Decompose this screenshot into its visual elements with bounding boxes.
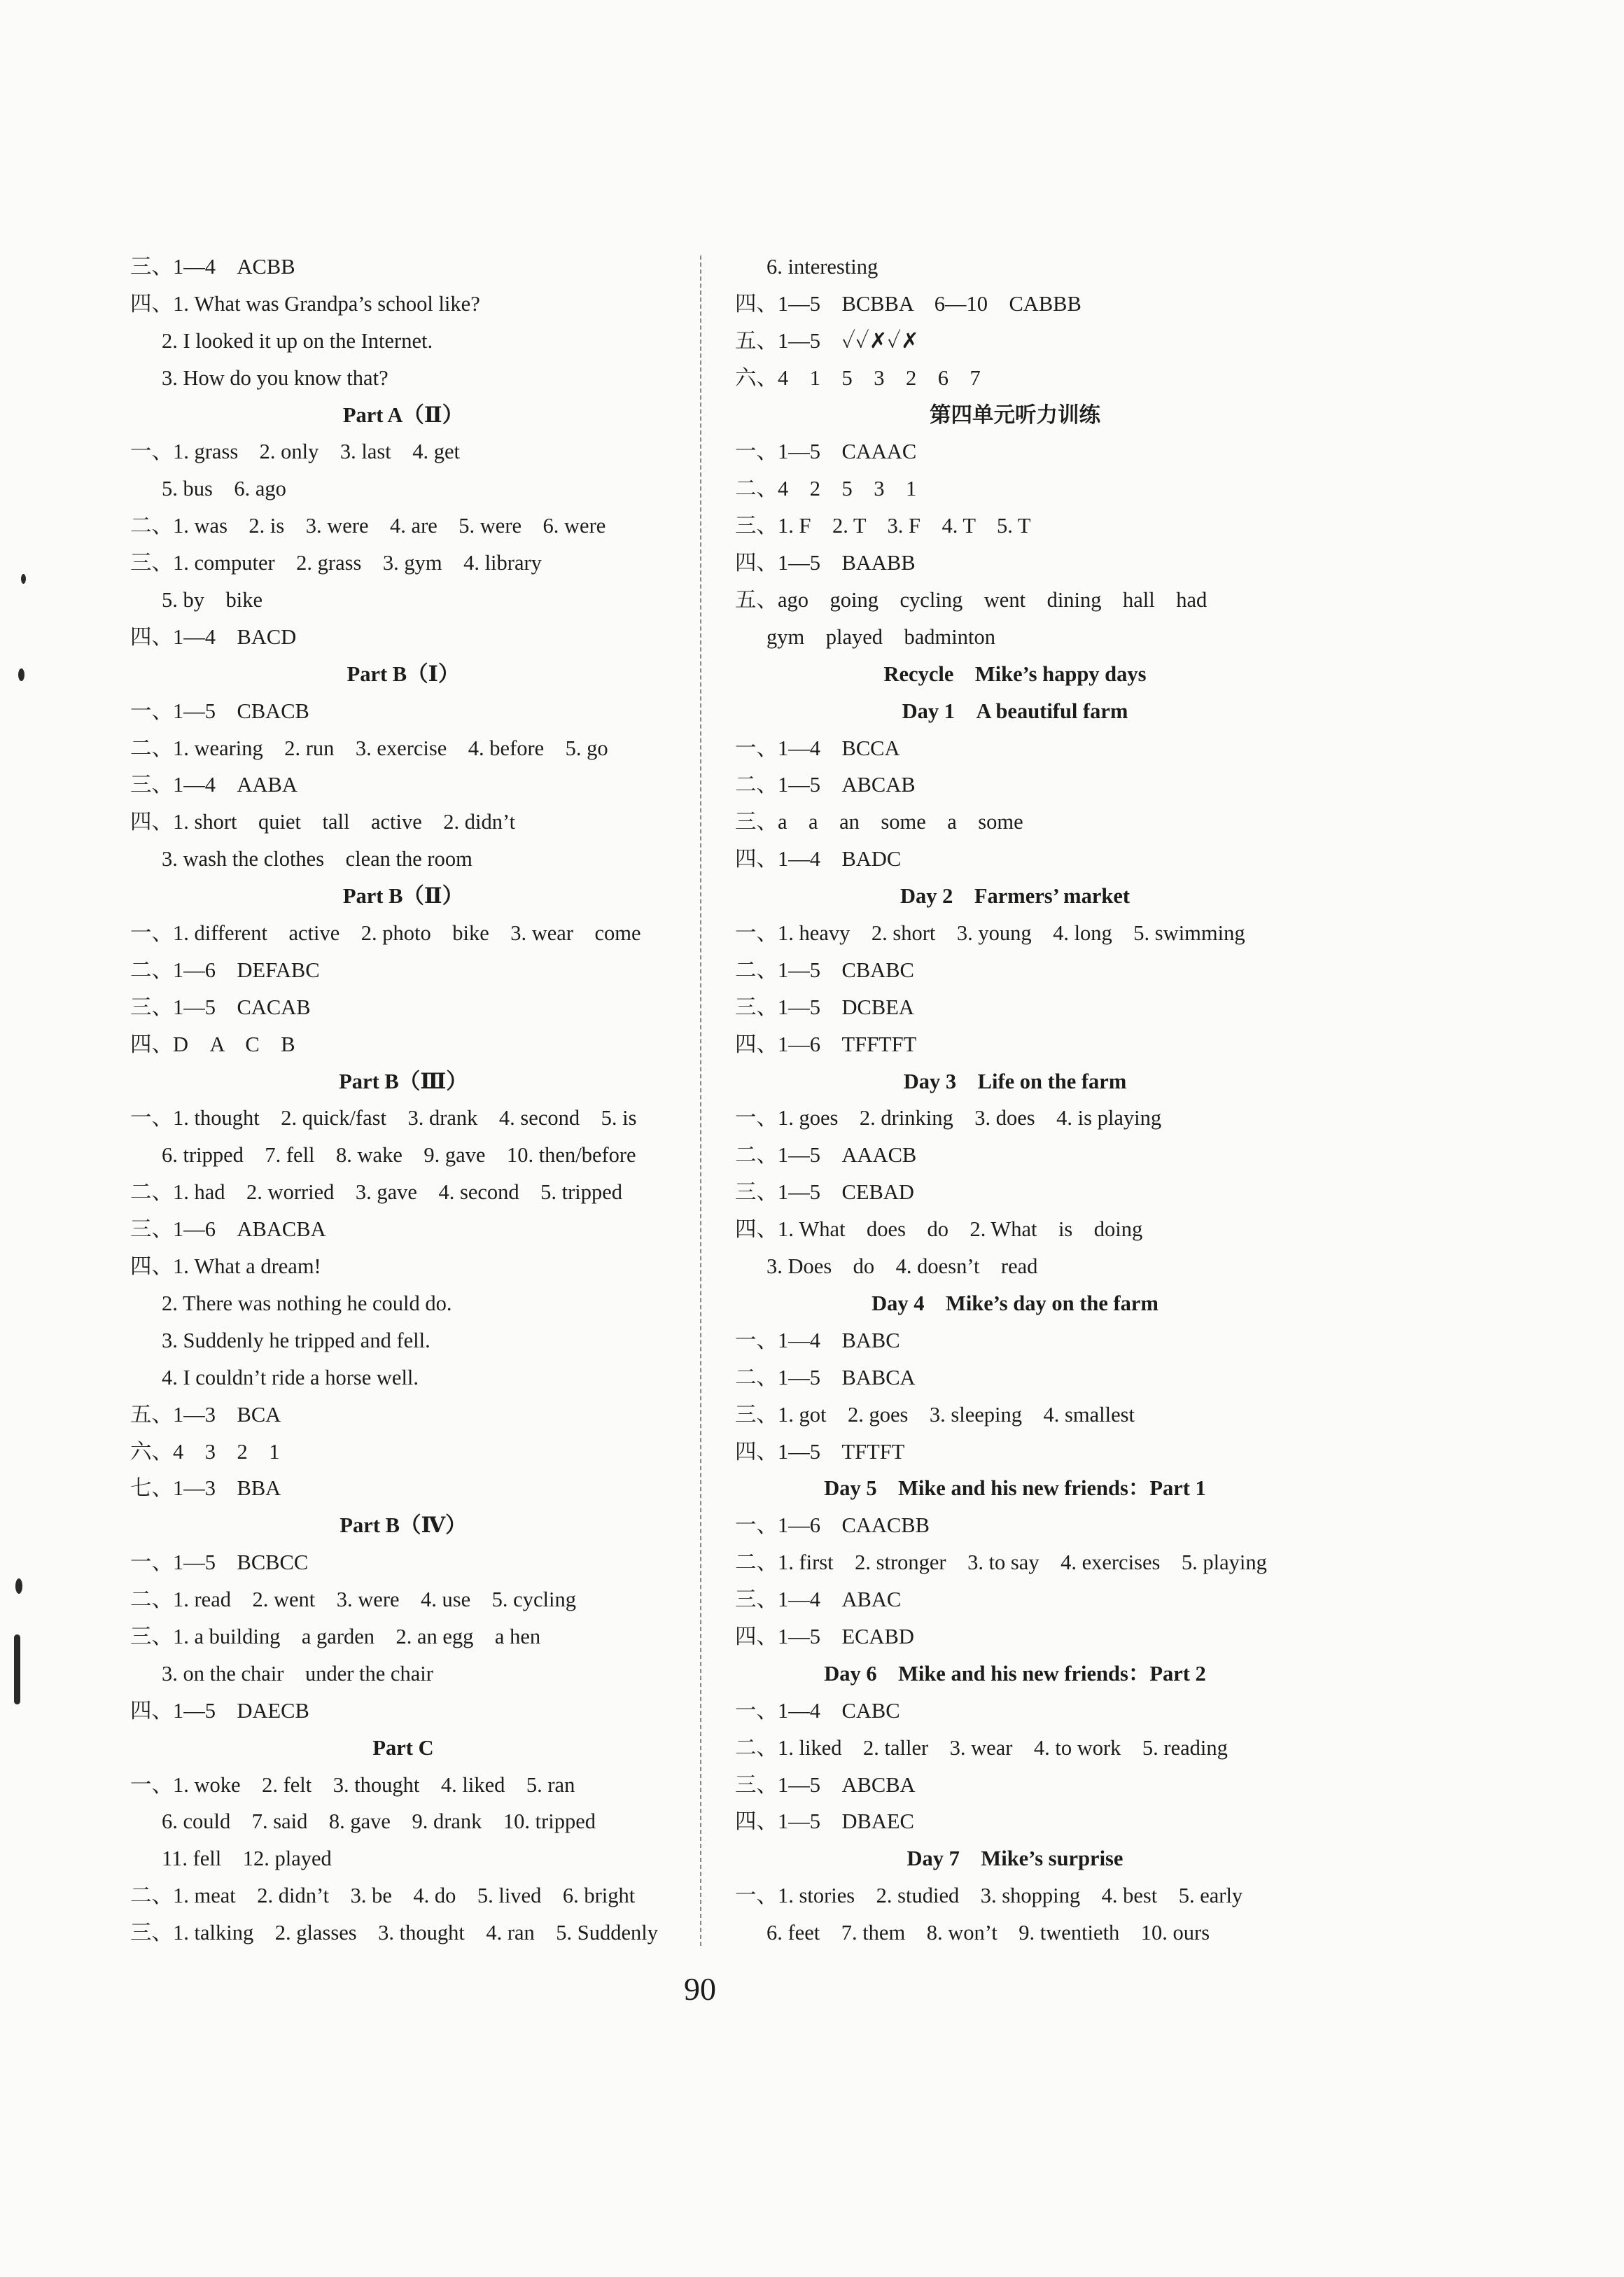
answer-line: 一、1—4 BABC	[735, 1328, 900, 1352]
answer-line: 一、1. woke 2. felt 3. thought 4. liked 5. ran	[130, 1772, 575, 1797]
answer-line: 三、1—6 ABACBA	[130, 1217, 326, 1242]
answer-line: 三、a a an some a some	[735, 810, 1023, 834]
answer-line: 二、1—5 AAACB	[735, 1143, 917, 1168]
answer-line: 四、1—4 BACD	[130, 624, 297, 649]
answer-line: 一、1. different active 2. photo bike 3. wear come	[130, 921, 641, 946]
answer-line: 三、1—4 AABA	[130, 773, 298, 797]
right-answer-column	[735, 248, 1295, 1952]
answer-line: 四、1—6 TFFTFT	[735, 1032, 917, 1056]
answer-line: 四、1. What was Grandpa’s school like?	[130, 291, 480, 316]
answer-line: 四、D A C B	[130, 1032, 295, 1056]
section-heading: Part B（Ⅳ）	[340, 1513, 467, 1538]
answer-line: 四、1—5 ECABD	[735, 1624, 914, 1648]
answer-line: 四、1—4 BADC	[735, 847, 902, 871]
section-heading: Day 6 Mike and his new friends：Part 2	[824, 1661, 1206, 1686]
section-heading: Recycle Mike’s happy days	[883, 661, 1147, 686]
scan-mark	[14, 1634, 20, 1704]
answer-line: 二、1. liked 2. taller 3. wear 4. to work 5. reading	[735, 1735, 1228, 1760]
answer-line: 三、1—5 CEBAD	[735, 1180, 914, 1205]
answer-line: 三、1—4 ACBB	[130, 255, 295, 279]
answer-line: 三、1—4 ABAC	[735, 1588, 902, 1612]
answer-line: 2. There was nothing he could do.	[162, 1291, 452, 1315]
answer-line: 二、1—6 DEFABC	[130, 958, 320, 982]
answer-line: 四、1—5 TFTFT	[735, 1439, 905, 1464]
answer-line: 一、1. goes 2. drinking 3. does 4. is playing	[735, 1106, 1162, 1130]
section-heading: Day 4 Mike’s day on the farm	[872, 1291, 1158, 1315]
answer-line: 四、1. What does do 2. What is doing	[735, 1217, 1143, 1242]
section-heading: 第四单元听力训练	[930, 402, 1100, 427]
answer-line: 二、1—5 BABCA	[735, 1365, 916, 1389]
answer-line: 四、1. short quiet tall active 2. didn’t	[130, 810, 516, 834]
answer-line: 一、1—5 CBACB	[130, 699, 309, 723]
answer-line: 3. How do you know that?	[162, 365, 388, 390]
answer-line: 四、1—5 DAECB	[130, 1698, 309, 1723]
answer-line: 三、1—5 ABCBA	[735, 1772, 916, 1797]
answer-line: 三、1. a building a garden 2. an egg a hen	[130, 1624, 541, 1648]
answer-line: 一、1—6 CAACBB	[735, 1513, 930, 1538]
scan-mark	[15, 1578, 22, 1594]
page-number: 90	[684, 1971, 716, 2007]
answer-line: 四、1—5 BCBBA 6—10 CABBB	[735, 291, 1082, 316]
answer-line: 4. I couldn’t ride a horse well.	[162, 1365, 419, 1389]
section-heading: Day 7 Mike’s surprise	[906, 1847, 1124, 1871]
answer-line: 一、1. thought 2. quick/fast 3. drank 4. second 5. is	[130, 1106, 637, 1130]
answer-line: 二、1—5 ABCAB	[735, 773, 916, 797]
answer-line: 3. on the chair under the chair	[162, 1661, 433, 1686]
answer-line: gym played badminton	[766, 624, 995, 649]
answer-line: 5. bus 6. ago	[162, 477, 286, 501]
answer-line: 四、1—5 DBAEC	[735, 1809, 914, 1834]
answer-line: 二、1—5 CBABC	[735, 958, 914, 982]
answer-line: 五、1—5 ✓✓✗✓✗	[735, 328, 919, 353]
answer-line: 二、4 2 5 3 1	[735, 477, 917, 501]
section-heading: Part A（Ⅱ）	[342, 402, 464, 427]
answer-line: 三、1. F 2. T 3. F 4. T 5. T	[735, 514, 1031, 538]
scan-mark	[18, 668, 24, 681]
answer-line: 2. I looked it up on the Internet.	[162, 328, 433, 353]
answer-line: 一、1. grass 2. only 3. last 4. get	[130, 440, 461, 464]
answer-line: 5. by bike	[162, 588, 263, 612]
section-heading: Day 1 A beautiful farm	[902, 699, 1128, 723]
answer-line: 六、4 3 2 1	[130, 1439, 280, 1464]
answer-line: 二、1. was 2. is 3. were 4. are 5. were 6. were	[130, 514, 606, 538]
answer-line: 3. Suddenly he tripped and fell.	[162, 1328, 430, 1352]
answer-line: 一、1—5 CAAAC	[735, 440, 917, 464]
answer-line: 6. feet 7. them 8. won’t 9. twentieth 10. ours	[766, 1921, 1210, 1945]
answer-line: 二、1. wearing 2. run 3. exercise 4. before 5. go	[130, 736, 608, 760]
answer-line: 11. fell 12. played	[162, 1847, 332, 1871]
answer-line: 一、1—4 BCCA	[735, 736, 900, 760]
section-heading: Day 2 Farmers’ market	[899, 884, 1130, 909]
answer-line: 3. Does do 4. doesn’t read	[766, 1254, 1038, 1279]
answer-line: 一、1—5 BCBCC	[130, 1550, 309, 1575]
section-heading: Part B（Ⅱ）	[342, 884, 464, 909]
answer-line: 七、1—3 BBA	[130, 1476, 281, 1501]
answer-line: 六、4 1 5 3 2 6 7	[735, 365, 981, 390]
section-heading: Day 5 Mike and his new friends：Part 1	[824, 1476, 1206, 1501]
column-divider	[700, 255, 701, 1946]
answer-line: 五、1—3 BCA	[130, 1402, 281, 1427]
answer-line: 三、1—5 DCBEA	[735, 995, 914, 1019]
left-answer-column	[130, 248, 676, 1952]
answer-line: 一、1. stories 2. studied 3. shopping 4. best 5. early	[735, 1884, 1243, 1908]
section-heading: Part C	[372, 1735, 434, 1760]
answer-line: 三、1. talking 2. glasses 3. thought 4. ran 5. Suddenly	[130, 1921, 658, 1945]
answer-line: 一、1. heavy 2. short 3. young 4. long 5. swimming	[735, 921, 1245, 946]
answer-line: 三、1. computer 2. grass 3. gym 4. library	[130, 551, 542, 575]
section-heading: Day 3 Life on the farm	[903, 1069, 1127, 1093]
answer-line: 二、1. first 2. stronger 3. to say 4. exercises 5. playing	[735, 1550, 1267, 1575]
answer-line: 二、1. read 2. went 3. were 4. use 5. cycling	[130, 1588, 576, 1612]
answer-line: 四、1. What a dream!	[130, 1254, 321, 1279]
section-heading: Part B（Ⅲ）	[339, 1069, 468, 1093]
answer-line: 四、1—5 BAABB	[735, 551, 916, 575]
answer-line: 一、1—4 CABC	[735, 1698, 900, 1723]
answer-line: 6. could 7. said 8. gave 9. drank 10. tripped	[162, 1809, 596, 1834]
section-heading: Part B（Ⅰ）	[346, 661, 460, 686]
answer-line: 二、1. had 2. worried 3. gave 4. second 5. tripped	[130, 1180, 623, 1205]
answer-line: 6. interesting	[766, 255, 878, 279]
answer-line: 二、1. meat 2. didn’t 3. be 4. do 5. lived 6. bright	[130, 1884, 636, 1908]
scan-mark	[21, 574, 26, 584]
answer-line: 三、1. got 2. goes 3. sleeping 4. smallest	[735, 1402, 1135, 1427]
answer-line: 三、1—5 CACAB	[130, 995, 311, 1019]
answer-line: 五、ago going cycling went dining hall had	[735, 588, 1208, 612]
answer-line: 6. tripped 7. fell 8. wake 9. gave 10. then/before	[162, 1143, 636, 1168]
answer-line: 3. wash the clothes clean the room	[162, 847, 472, 871]
